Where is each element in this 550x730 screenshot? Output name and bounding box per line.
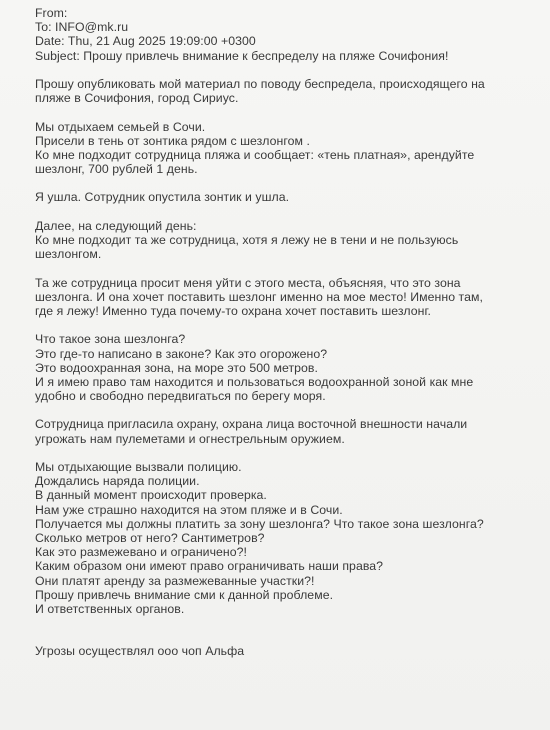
text-line: Сотрудница пригласила охрану, охрана лица восточной внешности начали — [35, 417, 468, 432]
text-line: Мы отдыхаем семьей в Сочи. — [35, 119, 206, 134]
text-line: Нам уже страшно находится на этом пляже и в Сочи. — [35, 502, 343, 517]
spacer — [35, 205, 545, 219]
text-line: И ответственных органов. — [35, 601, 185, 616]
paragraph-5 — [35, 276, 545, 319]
text-line: В данный момент происходит проверка. — [35, 488, 267, 503]
text-line: шезлонга. И она хочет поставить шезлонг именно на мое место! Именно там, — [35, 289, 483, 304]
text-line: угрожать нам пулеметами и огнестрельным оружием. — [35, 431, 345, 446]
text-line: Получается мы должны платить за зону шезлонга? Что такое зона шезлонга? — [35, 516, 484, 531]
text-line: Они платят аренду за размежеванные участки?! — [35, 573, 315, 588]
text-line: Присели в тень от зонтика рядом с шезлонгом . — [35, 133, 310, 148]
spacer — [35, 105, 545, 119]
paragraph-2 — [35, 120, 545, 177]
paragraph-9 — [35, 644, 545, 658]
text-line: Как это размежевано и ограничено?! — [35, 545, 248, 560]
email-message — [35, 6, 545, 659]
spacer — [35, 63, 545, 77]
email-date: Date: Thu, 21 Aug 2025 19:09:00 +0300 — [35, 34, 256, 49]
text-line: Прошу опубликовать мой материал по поводу беспредела, происходящего на — [35, 76, 485, 91]
paragraph-8 — [35, 460, 545, 616]
spacer — [35, 446, 545, 460]
email-to[interactable]: To: INFO@mk.ru — [35, 20, 129, 35]
text-line: Это водоохранная зона, на море это 500 метров. — [35, 360, 318, 375]
text-line: Прошу привлечь внимание сми к данной проблеме. — [35, 587, 334, 602]
text-line: Та же сотрудница просит меня уйти с этого места, объясняя, что это зона — [35, 275, 461, 290]
text-line: Это где-то написано в законе? Как это огорожено? — [35, 346, 328, 361]
text-line: шезлонг, 700 рублей 1 день. — [35, 162, 198, 177]
text-line: Ко мне подходит сотрудница пляжа и сообщает: «тень платная», арендуйте — [35, 147, 475, 162]
text-line: Я ушла. Сотрудник опустила зонтик и ушла. — [35, 190, 290, 205]
text-line: Угрозы осуществлял ооо чоп Альфа — [35, 644, 245, 659]
spacer — [35, 318, 545, 332]
text-line: И я имею право там находится и пользоваться водоохранной зоной как мне — [35, 374, 474, 389]
text-line: Дождались наряда полиции. — [35, 474, 200, 489]
spacer — [35, 403, 545, 417]
text-line: пляже в Сочифония, город Сириус. — [35, 91, 239, 106]
text-line: где я лежу! Именно туда почему-то охрана хочет поставить шезлонг. — [35, 303, 432, 318]
text-line: шезлонгом. — [35, 247, 102, 262]
text-line: Ко мне подходит та же сотрудница, хотя я лежу не в тени и не пользуюсь — [35, 233, 459, 247]
email-subject: Subject: Прошу привлечь внимание к беспределу на пляже Сочифония! — [35, 48, 449, 63]
paragraph-3 — [35, 190, 545, 204]
text-line: Мы отдыхающие вызвали полицию. — [35, 460, 242, 474]
paragraph-7 — [35, 417, 545, 445]
text-line: Далее, на следующий день: — [35, 218, 197, 233]
spacer — [35, 261, 545, 275]
paragraph-6 — [35, 332, 545, 403]
text-line: Что такое зона шезлонга? — [35, 332, 186, 347]
paragraph-1 — [35, 77, 545, 105]
paragraph-4 — [35, 219, 545, 262]
spacer — [35, 616, 545, 644]
spacer — [35, 176, 545, 190]
text-line: удобно и свободно передвигаться по берегу моря. — [35, 389, 326, 404]
text-line: Сколько метров от него? Сантиметров? — [35, 530, 265, 545]
text-line: Каким образом они имеют право ограничивать наши права? — [35, 559, 384, 574]
email-from: From: — [35, 6, 68, 20]
